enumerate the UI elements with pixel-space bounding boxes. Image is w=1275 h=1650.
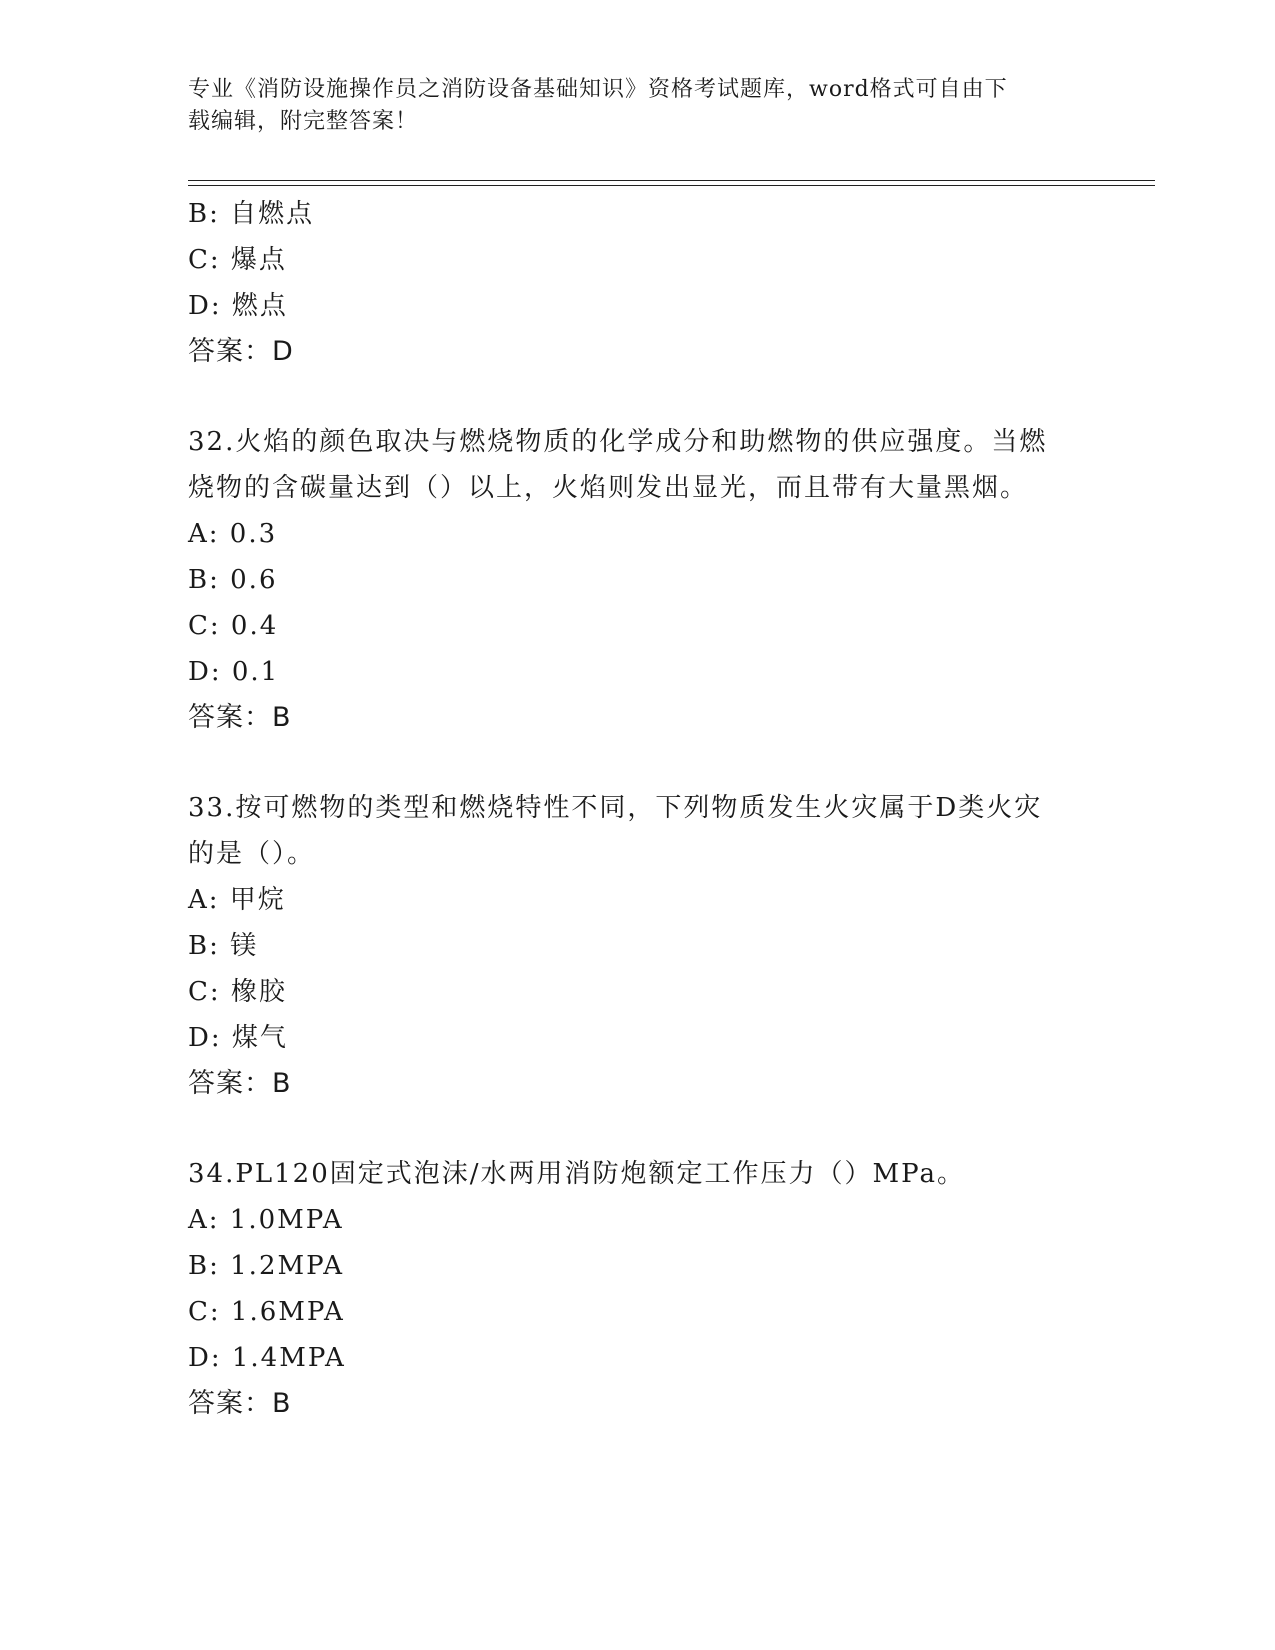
question-34 [188, 1151, 1088, 1427]
option-c: C: 0.4 [188, 611, 279, 641]
option-c: C: 爆点 [188, 245, 287, 275]
option-b: B: 0.6 [188, 565, 278, 595]
question-text-line-2: 的是（）。 [188, 839, 316, 869]
answer-line: 答案：B [188, 1388, 292, 1419]
option-b: B: 1.2MPA [188, 1251, 344, 1281]
spacer [188, 741, 1088, 785]
option-d: D: 1.4MPA [188, 1343, 346, 1373]
header-line-2: 载编辑，附完整答案！ [188, 109, 419, 134]
option-a: A: 0.3 [188, 519, 278, 549]
header-divider-top [188, 180, 1155, 181]
header-line-1: 专业《消防设施操作员之消防设备基础知识》资格考试题库，word格式可自由下 [188, 77, 1008, 102]
question-content [188, 191, 1088, 1427]
option-a: A: 1.0MPA [188, 1205, 344, 1235]
question-33 [188, 785, 1088, 1107]
answer-line: 答案：B [188, 702, 292, 733]
option-c: C: 1.6MPA [188, 1297, 345, 1327]
option-b: B: 镁 [188, 931, 259, 961]
option-b: B: 自燃点 [188, 199, 315, 229]
answer-line: 答案：B [188, 1068, 292, 1099]
option-d: D: 0.1 [188, 657, 280, 687]
previous-question-block [188, 191, 1088, 375]
question-text-line-1: 33.按可燃物的类型和燃烧特性不同，下列物质发生火灾属于D类火灾 [188, 793, 1043, 823]
option-c: C: 橡胶 [188, 977, 287, 1007]
header-divider-bottom [188, 185, 1155, 186]
spacer [188, 1107, 1088, 1151]
answer-line: 答案：D [188, 336, 294, 367]
question-text-line-1: 32.火焰的颜色取决与燃烧物质的化学成分和助燃物的供应强度。当燃 [188, 427, 1048, 457]
spacer [188, 375, 1088, 419]
question-text-line-2: 烧物的含碳量达到（）以上，火焰则发出显光，而且带有大量黑烟。 [188, 473, 1029, 503]
option-a: A: 甲烷 [188, 885, 286, 915]
question-text-line-1: 34.PL120固定式泡沫/水两用消防炮额定工作压力（）MPa。 [188, 1159, 965, 1189]
option-d: D: 煤气 [188, 1023, 288, 1053]
option-d: D: 燃点 [188, 291, 288, 321]
question-32 [188, 419, 1088, 741]
document-header [188, 74, 1088, 138]
